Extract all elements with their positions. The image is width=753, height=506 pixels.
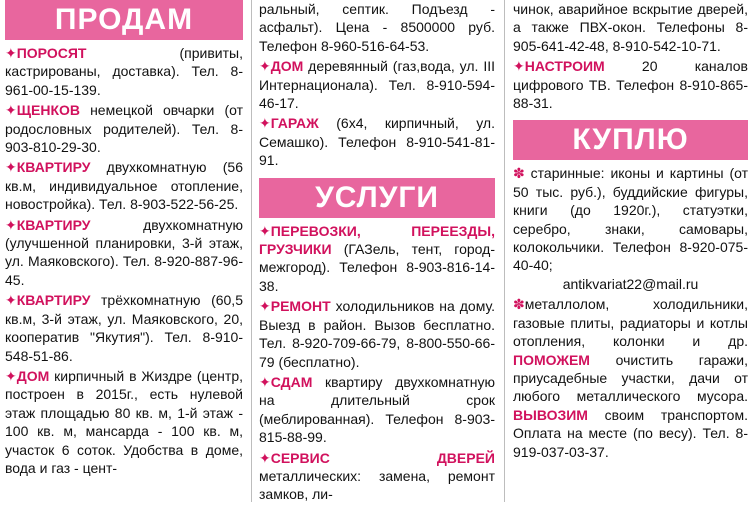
- ad-scrap-metal: ✽металлолом, холодильники, газовые плиты, радиаторы и котлы отопления, колонки и др. ПОМОЖЕМ очистить гаражи, приусадебные участки, дачи от любого металлического мусора. ВЫВОЗИМ своим транспортом. Оплата на месте (по весу). Тел. 8-919-037-03-37.: [513, 296, 748, 460]
- star-bullet-icon: ✦: [259, 58, 271, 75]
- ad-antiques: ✽ старинные: иконы и картины (от 50 тыс. руб.), буддийские фигуры, книги (до 1920г.), статуэтки, серебро, знаки, самовары, колокольчики. Телефон 8-920-075-40-40; antikvariat22@mail.ru: [513, 165, 749, 292]
- section-header-sell: ПРОДАМ: [5, 0, 243, 40]
- section-header-buy: КУПЛЮ: [513, 120, 748, 160]
- star-bullet-icon: ✦: [259, 222, 271, 239]
- ad-moving: ✦ПЕРЕВОЗКИ, ПЕРЕЕЗДЫ, ГРУЗЧИКИ (ГАЗель, тент, город-межгород). Телефон 8-903-816-14-38.: [259, 222, 495, 294]
- section-header-services: УСЛУГИ: [259, 178, 495, 218]
- ad-door-service-continued: чинок, аварийное вскрытие дверей, а также ПВХ-окон. Телефоны 8-905-641-42-48, 8-910-542-10-71.: [513, 1, 748, 54]
- ad-door-service: ✦СЕРВИС ДВЕРЕЙ металлических: замена, ремонт замков, ли-: [259, 449, 495, 503]
- star-bullet-icon: ✦: [259, 373, 271, 390]
- star-bullet-icon: ✦: [513, 58, 525, 75]
- flower-bullet-icon: ✽: [513, 165, 525, 182]
- column-buy: [513, 0, 748, 463]
- star-bullet-icon: ✦: [259, 115, 271, 132]
- ad-apartment-2: ✦КВАРТИРУ двухкомнатную (улучшенной планировки, 3-й этаж, ул. Маяковского). Тел. 8-920-887-96-45.: [5, 216, 243, 288]
- star-bullet-icon: ✦: [5, 102, 17, 119]
- ad-repair: ✦РЕМОНТ холодильников на дому. Выезд в район. Вызов бесплатно. Тел. 8-920-709-66-79, 8-800-550-66-79 (бесплатно).: [259, 298, 495, 370]
- star-bullet-icon: ✦: [259, 449, 271, 466]
- ad-house-wooden: ✦ДОМ деревянный (газ,вода, ул. III Интернационала). Тел. 8-910-594-46-17.: [259, 58, 495, 112]
- star-bullet-icon: ✦: [259, 298, 271, 315]
- star-bullet-icon: ✦: [5, 292, 17, 309]
- column-sell: [5, 0, 243, 479]
- ad-rent: ✦СДАМ квартиру двухкомнатную на длительный срок (меблированная). Телефон 8-903-815-88-99.: [259, 373, 495, 446]
- star-bullet-icon: ✦: [5, 45, 17, 61]
- flower-bullet-icon: ✽: [513, 296, 525, 313]
- ad-garage: ✦ГАРАЖ (6х4, кирпичный, ул. Семашко). Телефон 8-910-541-81-91.: [259, 115, 495, 169]
- ad-puppies: ✦ЩЕНКОВ немецкой овчарки (от родословных родителей). Тел. 8-903-810-29-30.: [5, 102, 243, 156]
- ad-piglets: ✦ПОРОСЯТ (привиты, кастрированы, доставка). Тел. 8-961-00-15-139.: [5, 45, 243, 98]
- column-middle: [259, 0, 495, 506]
- ad-apartment-3: ✦КВАРТИРУ трёхкомнатную (60,5 кв.м, 3-й этаж, ул. Маяковского, 20, кооператив "Якутия"). Тел. 8-910-548-51-86.: [5, 292, 243, 364]
- star-bullet-icon: ✦: [5, 159, 17, 176]
- ad-house-brick: ✦ДОМ кирпичный в Жиздре (центр, построен в 2015г., есть нулевой этаж площадью 80 кв. м, 1-й этаж - 100 кв. м, мансарда - 100 кв. м, участок 6 соток. Удобства в доме, вода и газ - цент-: [5, 367, 243, 476]
- column-divider: [504, 0, 505, 502]
- ad-house-brick-continued: ральный, септик. Подъезд - асфальт). Цена - 8500000 руб. Телефон 8-960-516-64-53.: [259, 1, 495, 54]
- star-bullet-icon: ✦: [5, 216, 17, 233]
- email-address: antikvariat22@mail.ru: [562, 275, 699, 292]
- column-divider: [251, 0, 252, 502]
- ad-apartment-1: ✦КВАРТИРУ двухкомнатную (56 кв.м, индивидуальное отопление, новостройка). Тел. 8-903-522-56-25.: [5, 159, 243, 213]
- star-bullet-icon: ✦: [5, 367, 17, 384]
- ad-tv-setup: ✦НАСТРОИМ 20 каналов цифрового ТВ. Телефон 8-910-865-88-31.: [513, 58, 748, 112]
